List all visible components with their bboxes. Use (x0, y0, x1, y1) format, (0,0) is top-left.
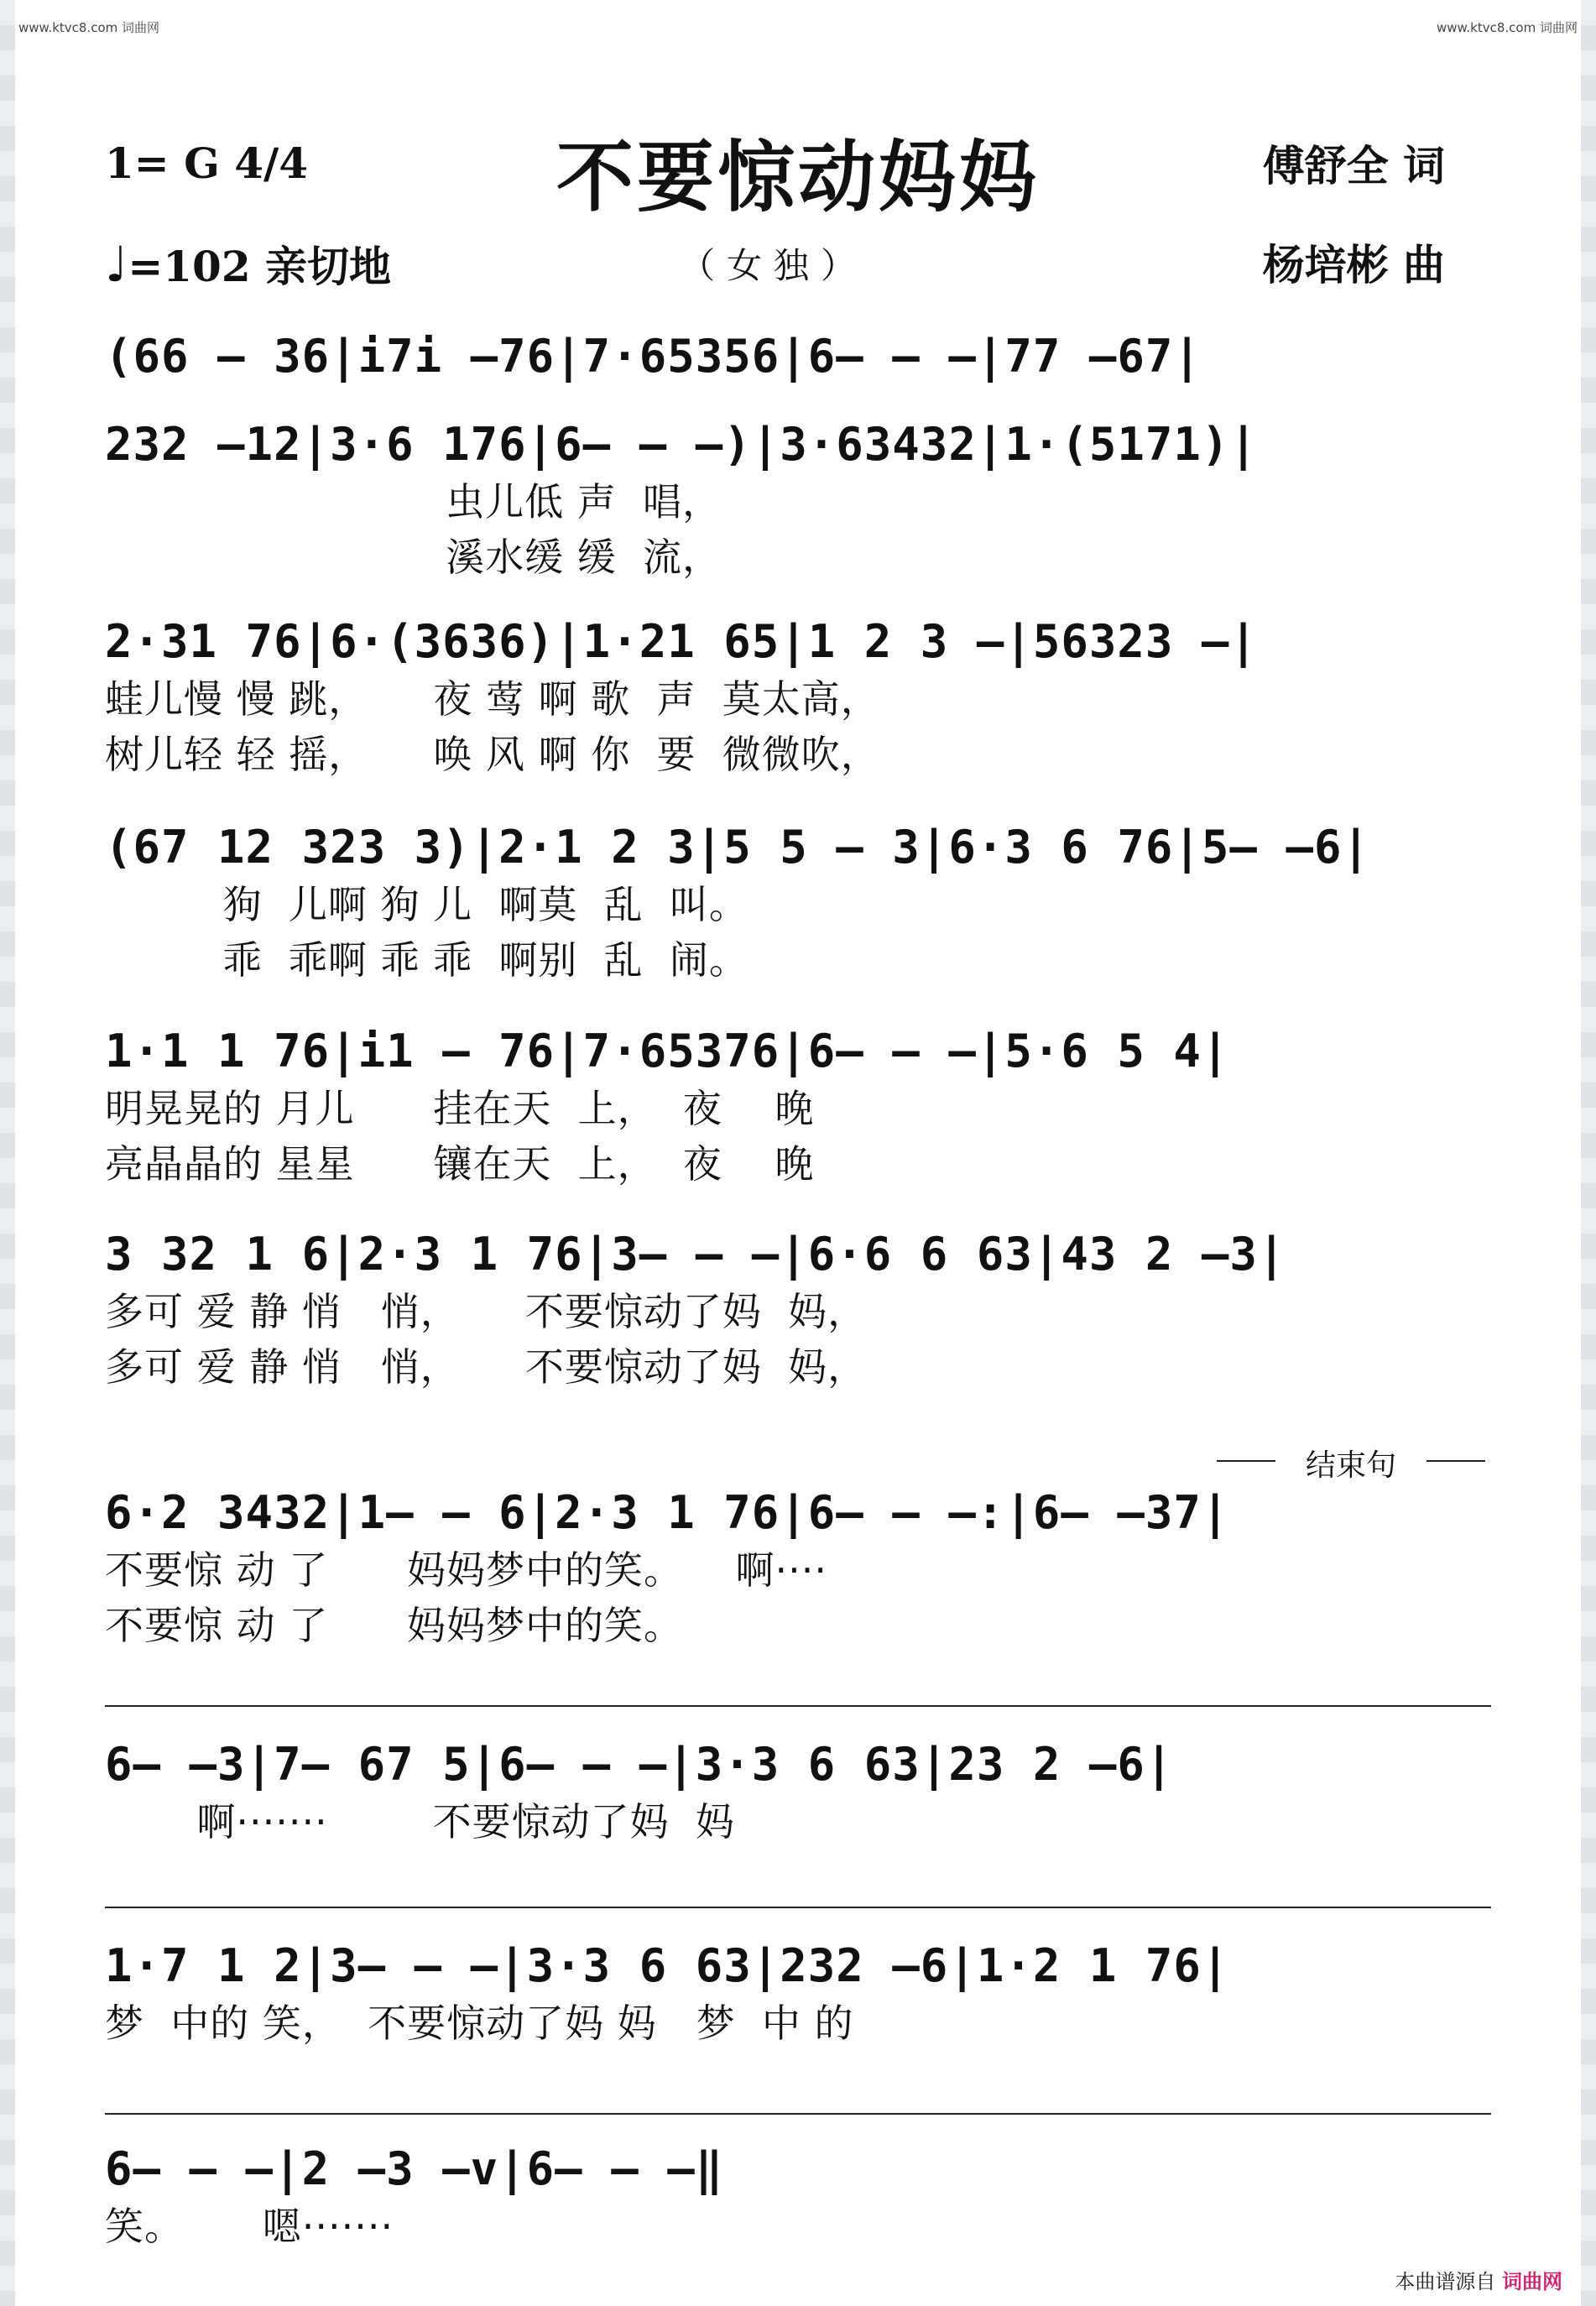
staff-divider (105, 1705, 1491, 1707)
score-system-8 (105, 1735, 1491, 1849)
notation-line: 6·2 3432|1— — 6|2·3 1 76|6— — —:|6— —37| (105, 1486, 1230, 1539)
score-system-6 (105, 1225, 1491, 1395)
source-credit (1395, 2265, 1562, 2294)
lyric-verse-1: 不要惊 动 了 妈妈梦中的笑。 啊···· (105, 1547, 827, 1593)
lyric-verse-1: 蛙儿慢 慢 跳， 夜 莺 啊 歌 声 莫太高， (105, 676, 880, 722)
notation-line: 232 —12|3·6 176|6— — —)|3·63432|1·(5171)| (105, 418, 1258, 471)
notation-line: 1·7 1 2|3— — —|3·3 6 63|232 —6|1·2 1 76| (105, 1939, 1230, 1992)
score-system-9 (105, 1937, 1491, 2051)
ending-section-label: 结束句 (1217, 1442, 1485, 1484)
score-system-10 (105, 2140, 1491, 2254)
lyric-verse-2: 多可 爱 静 悄 悄， 不要惊动了妈 妈， (105, 1344, 868, 1390)
notation-line: 2·31 76|6·(3636)|1·21 65|1 2 3 —|56323 —| (105, 615, 1258, 668)
song-title: 不要惊动妈妈 (555, 133, 1040, 222)
lyric-verse-1: 多可 爱 静 悄 悄， 不要惊动了妈 妈， (105, 1289, 868, 1334)
notation-line: (66 — 36|i7i —76|7·65356|6— — —|77 —67| (105, 330, 1202, 383)
watermark-right: www.ktvc8.com 词曲网 (1436, 20, 1578, 35)
right-border-strip (1581, 0, 1596, 2306)
score-system-7 (105, 1484, 1491, 1653)
lyric-verse-2: 不要惊 动 了 妈妈梦中的笑。 (105, 1603, 683, 1648)
lyric-verse-1: 明晃晃的 月儿 挂在天 上， 夜 晚 (105, 1086, 815, 1131)
lyric-verse-1: 狗 儿啊 狗 儿 啊莫 乱 叫。 (105, 882, 748, 927)
notation-line: (67 12 323 3)|2·1 2 3|5 5 — 3|6·3 6 76|5— —6| (105, 821, 1370, 874)
score-system-5 (105, 1022, 1491, 1192)
composer-credit: 杨培彬 曲 (1262, 241, 1445, 290)
score-system-1 (105, 327, 1491, 386)
watermark-left: www.ktvc8.com 词曲网 (18, 20, 160, 35)
lyric-verse-2: 亮晶晶的 星星 镶在天 上， 夜 晚 (105, 1141, 815, 1187)
notation-line: 1·1 1 76|i1 — 76|7·65376|6— — —|5·6 5 4| (105, 1025, 1230, 1077)
staff-divider (105, 1907, 1491, 1908)
notation-line: 6— —3|7— 67 5|6— — —|3·3 6 63|23 2 —6| (105, 1738, 1174, 1791)
score-system-2 (105, 415, 1491, 585)
key-signature: 1= G 4/4 (105, 138, 309, 188)
score-system-4 (105, 818, 1491, 988)
notation-line: 3 32 1 6|2·3 1 76|3— — —|6·6 6 63|43 2 —3| (105, 1228, 1286, 1281)
lyric-verse-1: 笑。 嗯······· (105, 2204, 394, 2249)
left-border-strip (0, 0, 15, 2306)
staff-divider (105, 2113, 1491, 2115)
score-system-3 (105, 613, 1491, 782)
lyric-verse-2: 乖 乖啊 乖 乖 啊别 乱 闹。 (105, 937, 748, 983)
lyric-verse-1: 虫儿低 声 唱， (105, 479, 722, 524)
source-brand-link[interactable]: 词曲网 (1502, 2270, 1562, 2293)
lyric-verse-2: 溪水缓 缓 流， (105, 535, 722, 580)
lyric-verse-1: 梦 中的 笑， 不要惊动了妈 妈 梦 中 的 (105, 2001, 854, 2046)
voice-subtitle: （女独） (680, 245, 868, 286)
notation-line: 6— — —|2 —3 —v|6— — —‖ (105, 2142, 724, 2195)
lyricist-credit: 傅舒全 词 (1262, 142, 1445, 190)
tempo-value: =102 亲切地 (128, 242, 392, 291)
lyric-verse-1: 啊······· 不要惊动了妈 妈 (105, 1799, 735, 1844)
source-prefix: 本曲谱源自 (1395, 2270, 1496, 2293)
tempo-marking (105, 233, 391, 294)
lyric-verse-2: 树儿轻 轻 摇， 唤 风 啊 你 要 微微吹， (105, 732, 880, 777)
quarter-note-icon: ♩ (105, 236, 128, 293)
